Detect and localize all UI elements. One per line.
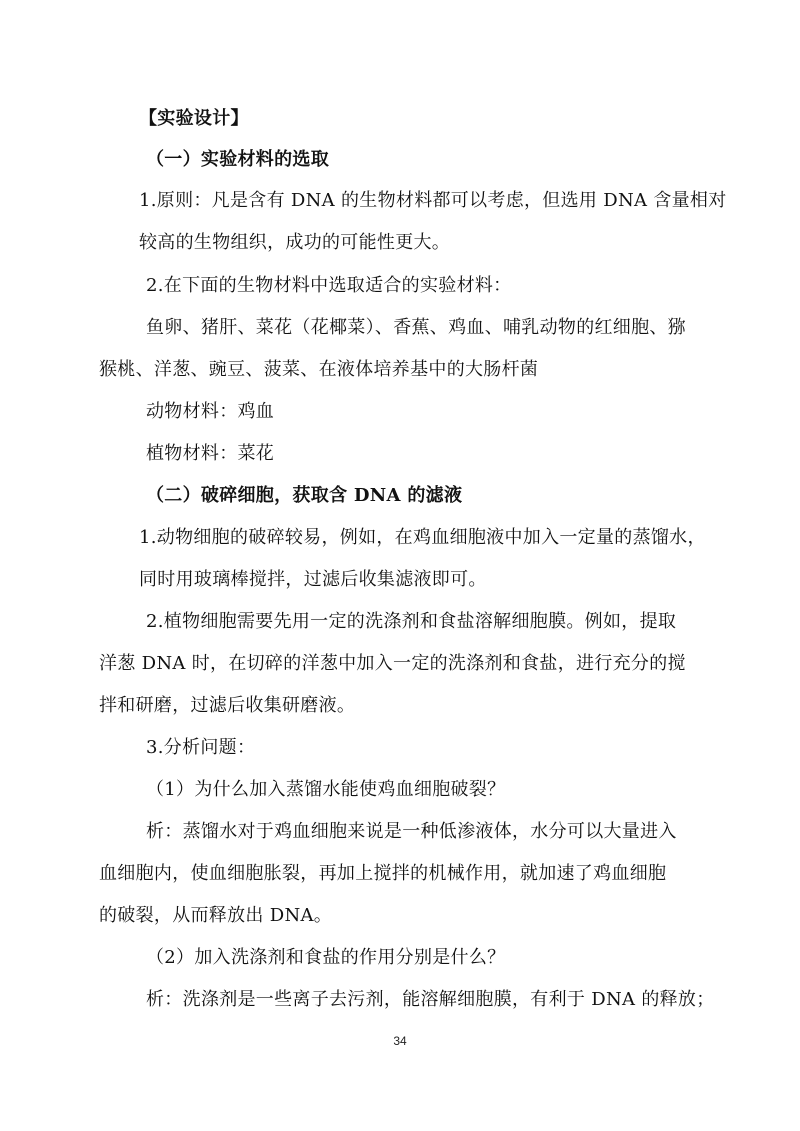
answer-1-line3: 的破裂，从而释放出 DNA。: [99, 905, 333, 926]
page-number: 34: [393, 1034, 407, 1048]
part2-item1-line1: 1.动物细胞的破碎较易，例如，在鸡血细胞液中加入一定量的蒸馏水，: [139, 527, 706, 548]
part1-item2: 2.在下面的生物材料中选取适合的实验材料：: [146, 275, 512, 296]
part1-item1-line1: 1.原则：凡是含有 DNA 的生物材料都可以考虑，但选用 DNA 含量相对: [139, 190, 727, 211]
part2-item2-line2: 洋葱 DNA 时，在切碎的洋葱中加入一定的洗涤剂和食盐，进行充分的搅: [99, 653, 686, 674]
answer-2-line1: 析：洗涤剂是一些离子去污剂，能溶解细胞膜，有利于 DNA 的释放；: [146, 989, 715, 1010]
part2-item1-line2: 同时用玻璃棒搅拌，过滤后收集滤液即可。: [139, 569, 487, 590]
part2-item2-line3: 拌和研磨，过滤后收集研磨液。: [99, 695, 356, 716]
part2-heading: （二）破碎细胞，获取含 DNA 的滤液: [146, 485, 463, 506]
materials-line1: 鱼卵、猪肝、菜花（花椰菜）、香蕉、鸡血、哺乳动物的红细胞、猕: [146, 317, 686, 338]
question-1: （1）为什么加入蒸馏水能使鸡血细胞破裂？: [146, 779, 506, 800]
part2-item3: 3.分析问题：: [146, 737, 256, 758]
answer-1-line2: 血细胞内，使血细胞胀裂，再加上搅拌的机械作用，就加速了鸡血细胞: [99, 863, 667, 884]
question-2: （2）加入洗涤剂和食盐的作用分别是什么？: [146, 947, 506, 968]
animal-material: 动物材料：鸡血: [146, 401, 275, 422]
materials-line2: 猴桃、洋葱、豌豆、菠菜、在液体培养基中的大肠杆菌: [99, 359, 539, 380]
part1-item1-line2: 较高的生物组织，成功的可能性更大。: [139, 232, 451, 253]
section-heading: 【实验设计】: [139, 108, 249, 129]
part2-item2-line1: 2.植物细胞需要先用一定的洗涤剂和食盐溶解细胞膜。例如，提取: [146, 611, 677, 632]
answer-1-line1: 析：蒸馏水对于鸡血细胞来说是一种低渗液体，水分可以大量进入: [146, 821, 677, 842]
plant-material: 植物材料：菜花: [146, 443, 275, 464]
part1-heading: （一）实验材料的选取: [146, 149, 329, 170]
